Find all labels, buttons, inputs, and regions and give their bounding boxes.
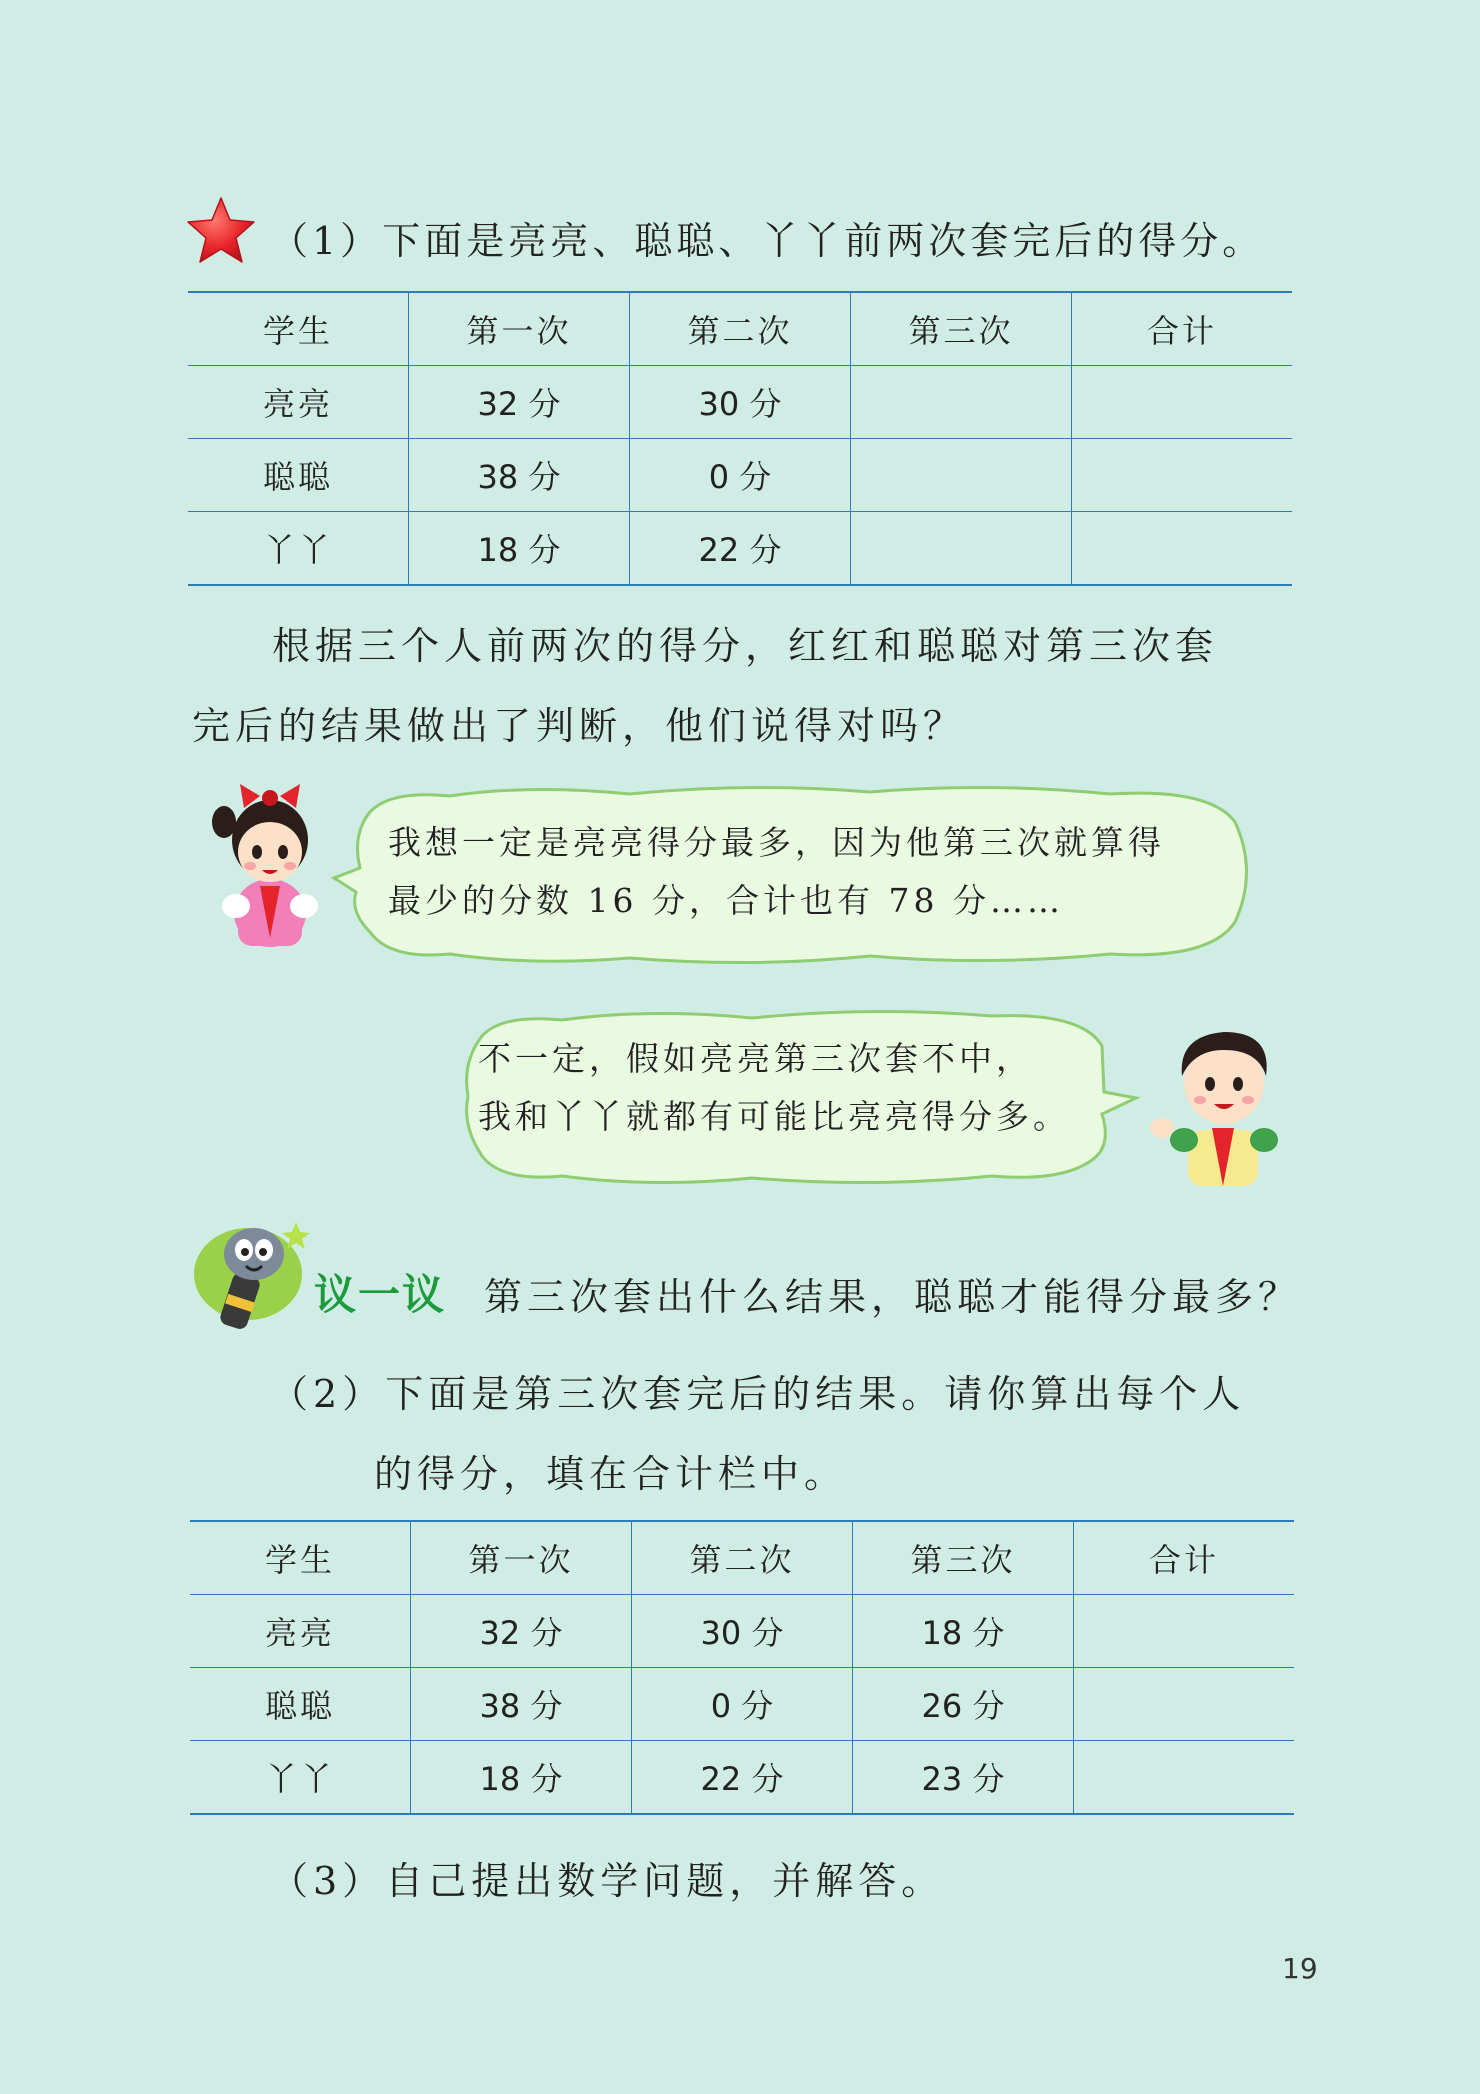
student-name: 亮亮 <box>190 1595 411 1668</box>
header-cell: 合计 <box>1072 292 1293 366</box>
girl-bubble-line-2: 最少的分数 16 分，合计也有 78 分…… <box>388 881 1064 920</box>
student-name: 聪聪 <box>190 1668 411 1741</box>
boy-bubble-text <box>478 1030 1070 1146</box>
discuss-question: 第三次套出什么结果，聪聪才能得分最多？ <box>484 1275 1302 1319</box>
part2-label: （2） <box>270 1372 386 1416</box>
score-cell: 18 分 <box>409 512 630 586</box>
part1-heading <box>270 210 1264 265</box>
score-cell: 18 分 <box>411 1741 632 1815</box>
score-cell: 32 分 <box>409 366 630 439</box>
table-row <box>188 512 1292 586</box>
total-cell-blank[interactable] <box>1074 1741 1295 1815</box>
header-cell: 合计 <box>1074 1521 1295 1595</box>
score-cell: 30 分 <box>632 1595 853 1668</box>
total-cell-blank[interactable] <box>1074 1668 1295 1741</box>
score-cell: 22 分 <box>632 1741 853 1815</box>
table-row <box>188 366 1292 439</box>
score-cell: 38 分 <box>411 1668 632 1741</box>
table-row <box>190 1741 1294 1815</box>
score-table-2 <box>190 1520 1294 1815</box>
header-cell: 学生 <box>190 1521 411 1595</box>
microphone-mascot-icon <box>188 1212 314 1338</box>
header-cell: 第一次 <box>409 292 630 366</box>
part2-line-2: 的得分，填在合计栏中。 <box>374 1452 848 1496</box>
part2-line-1 <box>270 1354 1245 1434</box>
question-paragraph <box>192 606 1218 766</box>
boy-bubble-line-2: 我和丫丫就都有可能比亮亮得分多。 <box>478 1097 1070 1136</box>
part3-text: 自己提出数学问题，并解答。 <box>385 1859 945 1903</box>
student-name: 聪聪 <box>188 439 409 512</box>
total-cell-blank[interactable] <box>1072 439 1293 512</box>
header-cell: 第二次 <box>632 1521 853 1595</box>
score-cell: 0 分 <box>630 439 851 512</box>
girl-bubble-text <box>388 814 1165 930</box>
score-cell: 0 分 <box>632 1668 853 1741</box>
student-name: 丫丫 <box>188 512 409 586</box>
table-row <box>190 1595 1294 1668</box>
discuss-label: 议一议 <box>314 1270 447 1319</box>
question-line-1: 根据三个人前两次的得分，红红和聪聪对第三次套 <box>272 624 1219 668</box>
part3-heading <box>270 1850 944 1905</box>
score-cell-blank[interactable] <box>851 439 1072 512</box>
student-name: 丫丫 <box>190 1741 411 1815</box>
header-cell: 第三次 <box>851 292 1072 366</box>
score-cell-blank[interactable] <box>851 512 1072 586</box>
total-cell-blank[interactable] <box>1072 512 1293 586</box>
part3-label: （3） <box>270 1859 386 1903</box>
score-table-1 <box>188 291 1292 586</box>
score-cell: 22 分 <box>630 512 851 586</box>
header-cell: 学生 <box>188 292 409 366</box>
header-cell: 第三次 <box>853 1521 1074 1595</box>
student-name: 亮亮 <box>188 366 409 439</box>
part2-paragraph <box>270 1354 1245 1514</box>
girl-bubble-line-1: 我想一定是亮亮得分最多，因为他第三次就算得 <box>388 823 1165 862</box>
part1-text: 下面是亮亮、聪聪、丫丫前两次套完后的得分。 <box>382 219 1265 263</box>
part1-label: （1） <box>270 219 383 263</box>
table-header-row <box>188 292 1292 366</box>
total-cell-blank[interactable] <box>1072 366 1293 439</box>
header-cell: 第二次 <box>630 292 851 366</box>
boy-character-illustration <box>1148 1010 1288 1190</box>
header-cell: 第一次 <box>411 1521 632 1595</box>
score-cell: 30 分 <box>630 366 851 439</box>
table-header-row <box>190 1521 1294 1595</box>
table-row <box>188 439 1292 512</box>
score-cell: 18 分 <box>853 1595 1074 1668</box>
score-cell: 32 分 <box>411 1595 632 1668</box>
boy-bubble-line-1: 不一定，假如亮亮第三次套不中， <box>478 1039 1033 1078</box>
score-cell: 38 分 <box>409 439 630 512</box>
table-row <box>190 1668 1294 1741</box>
part2-line-1-text: 下面是第三次套完后的结果。请你算出每个人 <box>385 1372 1246 1416</box>
score-cell: 26 分 <box>853 1668 1074 1741</box>
total-cell-blank[interactable] <box>1074 1595 1295 1668</box>
score-cell-blank[interactable] <box>851 366 1072 439</box>
girl-character-illustration <box>210 778 330 958</box>
question-line-2: 完后的结果做出了判断，他们说得对吗？ <box>192 704 967 748</box>
star-icon <box>186 196 256 264</box>
page-number: 19 <box>1282 1952 1318 1985</box>
score-cell: 23 分 <box>853 1741 1074 1815</box>
